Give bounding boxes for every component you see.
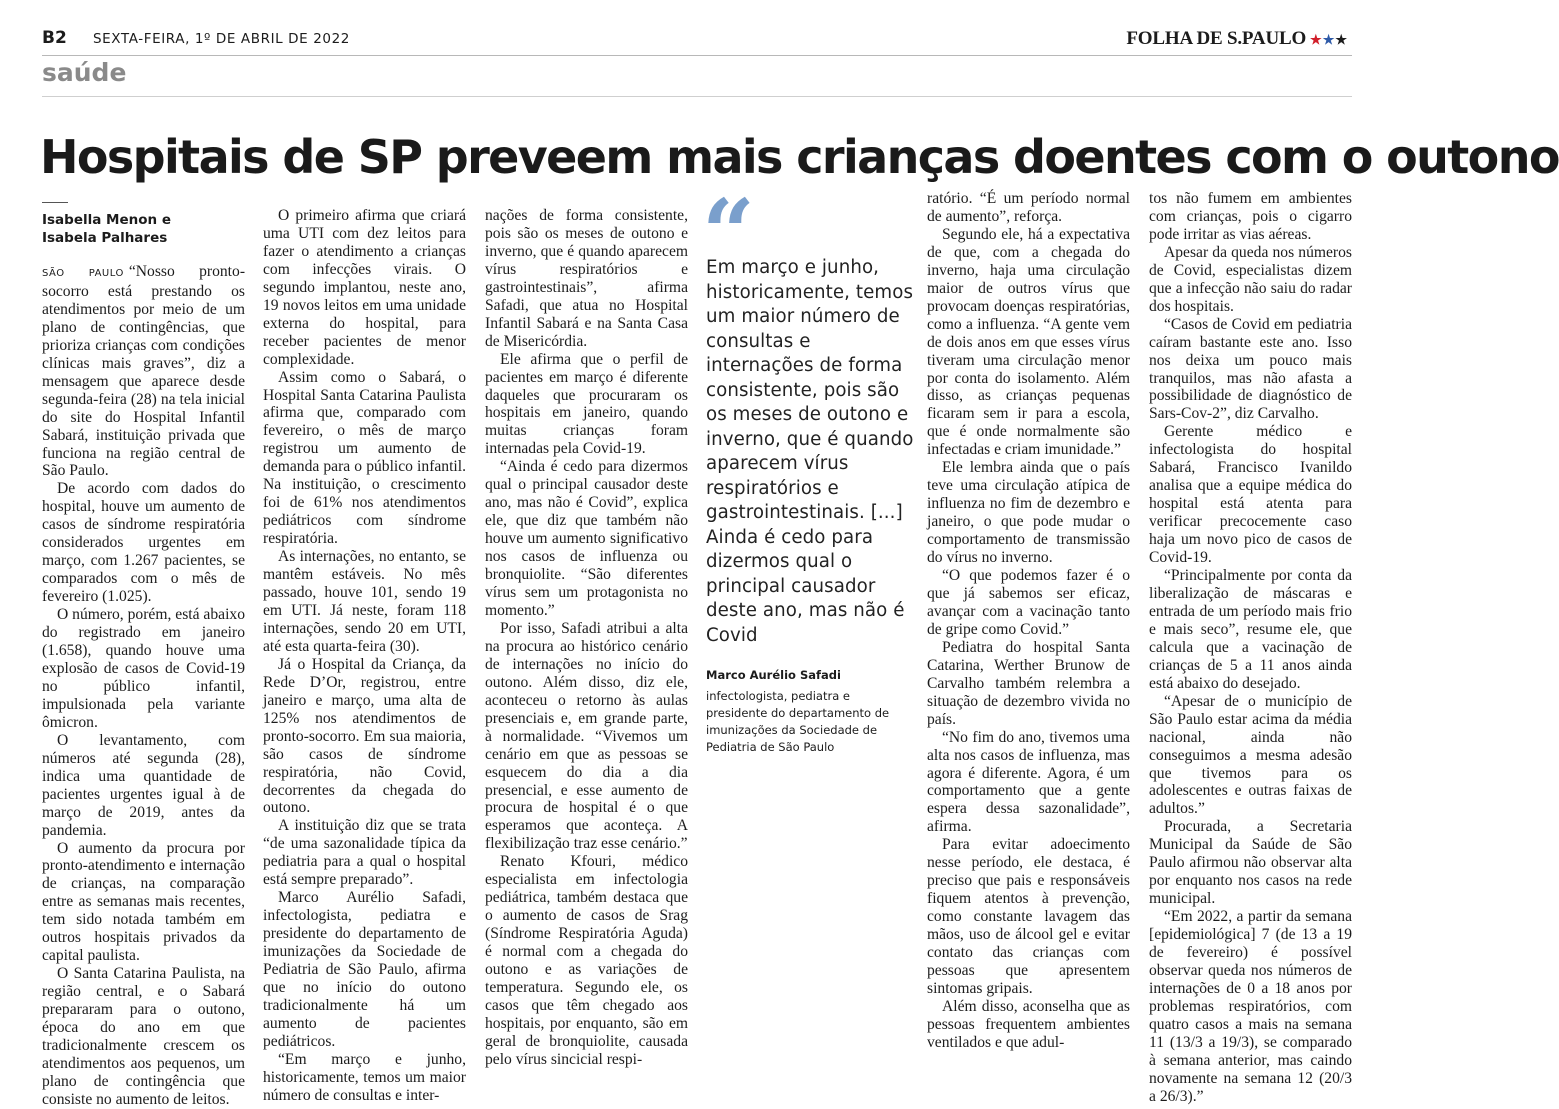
author-line: Isabella Menon e — [42, 212, 171, 228]
paragraph: O número, porém, está abaixo do registrado em janeiro (1.658), quando houve uma explosão de casos de Covid-19 no público infantil, impulsionada pela variante ômicron. — [42, 606, 245, 731]
paragraph: Segundo ele, há a expectativa de que, com a chegada do inverno, haja uma circulação maior de outros vírus que provocam doenças respiratórias, como a influenza. “A gente vem de dois anos em que esses vírus tiveram uma circulação menor por conta do isolamento. Além disso, as crianças pequenas ficaram sem ir para a escola, que é onde normalmente são infectadas e criam imunidade.” — [927, 225, 1130, 459]
article-column-1 — [42, 263, 246, 1108]
paragraph: O levantamento, com números até segunda (28), indica uma quantidade de pacientes urgentes igual à de março de 2019, antes da pandemia. — [42, 731, 245, 839]
paragraph-text: “Nosso pronto-socorro está prestando os atendimentos por meio de um plano de contingências, que prioriza crianças com condições clínicas mais graves”, diz a mensagem que aparece desde segunda-feira (28) na tela inicial do site do Hospital Infantil Sabará, instituição privada que funciona na região central de São Paulo. — [42, 263, 246, 480]
top-bar — [42, 28, 1352, 54]
paragraph: A instituição diz que se trata “de uma sazonalidade típica da pediatria para a qual o hospital está sempre preparado”. — [263, 817, 466, 889]
paragraph: Assim como o Sabará, o Hospital Santa Catarina Paulista afirma que, comparado com fevereiro, o mês de março registrou um aumento de demanda para o público infantil. Na instituição, o crescimento foi de 61% nos atendimentos pediátricos com síndrome respiratória. — [263, 368, 466, 548]
paragraph: Procurada, a Secretaria Municipal da Saúde de São Paulo afirmou não observar alta por enquanto nos casos na rede municipal. — [1149, 818, 1352, 908]
article-headline: Hospitais de SP preveem mais crianças doentes com o outono — [40, 130, 1559, 184]
section-label: saúde — [42, 58, 127, 87]
masthead-stars — [1310, 32, 1348, 47]
header-rule — [42, 55, 1352, 56]
pull-quote-role: infectologista, pediatra e presidente do departamento de imunizações da Sociedade de Pediatria de São Paulo — [706, 689, 890, 754]
paragraph: Ele lembra ainda que o país teve uma circulação atípica de influenza no fim de dezembro e janeiro, o que pode mudar o comportamento de transmissão do vírus no inverno. — [927, 459, 1130, 567]
paragraph: Para evitar adoecimento nesse período, ele destaca, é preciso que pais e responsáveis fiquem atentos à prevenção, como constante lavagem das mãos, uso de álcool gel e evitar contato das crianças com pessoas que apresentem sintomas gripais. — [927, 836, 1130, 997]
paragraph: Já o Hospital da Criança, da Rede D’Or, registrou, entre janeiro e março, uma alta de 125% nos atendimentos de pronto-socorro. Em sua maioria, são casos de síndrome respiratória, não Covid, decorrentes da chegada do outono. — [263, 655, 466, 817]
pull-quote-text: Em março e junho, historicamente, temos um maior número de consultas e internações de forma consistente, pois são os meses de outono e inverno, que é quando aparecem vírus respiratórios e gastrointestinais. [...] Ainda é cedo para dizermos qual o principal causador deste ano, mas não é Covid — [706, 257, 914, 646]
newspaper-name: FOLHA DE S.PAULO — [1126, 28, 1307, 49]
paragraph: De acordo com dados do hospital, houve um aumento de casos de síndrome respiratória considerados urgentes em março, com 1.267 pacientes, se comparados com o mês de fevereiro (1.025). — [42, 480, 245, 606]
paragraph: Gerente médico e infectologista do hospital Sabará, Francisco Ivanildo analisa que a equipe médica do hospital está atenta para verificar precocemente caso haja um novo pico de casos de Covid-19. — [1149, 423, 1352, 567]
paragraph: O aumento da procura por pronto-atendimento e internação de crianças, na comparação entre as semanas mais recentes, tem sido notada também em outros hospitais privados da capital paulista. — [42, 839, 245, 965]
byline-dash — [42, 202, 68, 203]
quote-mark-icon: “ — [702, 179, 755, 287]
paragraph: “No fim do ano, tivemos uma alta nos casos de influenza, mas agora é diferente. Agora, é um comportamento que a gente espera dessa sazonalidade”, afirma. — [927, 728, 1130, 836]
section-rule — [42, 96, 1352, 97]
pull-quote — [702, 179, 916, 756]
paragraph: Ele afirma que o perfil de pacientes em março é diferente daqueles que procuraram os hospitais em janeiro, quando muitas crianças foram internadas pela Covid-19. — [485, 350, 688, 458]
paragraph: nações de forma consistente, pois são os meses de outono e inverno, que é quando aparecem vírus respiratórios e gastrointestinais”, afirma Safadi, que atua no Hospital Infantil Sabará e na Santa Casa de Misericórdia. — [485, 207, 688, 350]
star-icon: ★ — [1322, 32, 1336, 47]
article-column-3 — [485, 207, 688, 1068]
pull-quote-author: Marco Aurélio Safadi — [706, 668, 841, 682]
article-column-5 — [1149, 190, 1352, 1105]
paragraph: Apesar da queda nos números de Covid, especialistas dizem que a infecção não saiu do radar dos hospitais. — [1149, 243, 1352, 315]
paragraph: ratório. “É um período normal de aumento”, reforça. — [927, 190, 1130, 225]
edition-date: SEXTA-FEIRA, 1º DE ABRIL DE 2022 — [93, 31, 350, 47]
page-number: B2 — [42, 28, 67, 48]
author-line: Isabela Palhares — [42, 230, 168, 246]
paragraph: Renato Kfouri, médico especialista em infectologia pediátrica, também destaca que o aumento de casos de Srag (Síndrome Respiratória Aguda) é normal com a chegada do outono e as variações de temperatura. Segundo ele, os casos que têm chegado aos hospitais, por enquanto, são em geral de bronquiolite, causada pelo vírus sincicial respi- — [485, 853, 688, 1068]
paragraph — [42, 263, 245, 480]
paragraph: “Apesar de o município de São Paulo estar acima da média nacional, ainda não conseguimos a mesma adesão que tivemos para os adolescentes e outras faixas de adultos.” — [1149, 692, 1352, 818]
paragraph: Por isso, Safadi atribui a alta na procura ao histórico cenário de internações no início do outono. Além disso, diz ele, aconteceu o retorno às aulas presenciais e, em grande parte, à normalidade. “Vivemos um cenário em que as pessoas se esquecem do dia a dia presencial, e esse aumento de procura de hospital é o que esperamos que aconteça. A flexibilização traz esse cenário.” — [485, 619, 688, 853]
star-icon: ★ — [1310, 32, 1323, 47]
paragraph: “Principalmente por conta da liberalização de máscaras e entrada de um período mais frio e mais seco”, resume ele, que calcula que a vacinação de crianças de 5 a 11 anos ainda está abaixo do desejado. — [1149, 567, 1352, 692]
paragraph: “Em março e junho, historicamente, temos um maior número de consultas e inter- — [263, 1050, 466, 1104]
paragraph: Marco Aurélio Safadi, infectologista, pediatra e presidente do departamento de imunizações da Sociedade de Pediatria de São Paulo, afirma que no início do outono tradicionalmente há um aumento de pacientes pediátricos. — [263, 889, 466, 1050]
newspaper-masthead — [1126, 28, 1348, 50]
star-icon: ★ — [1335, 32, 1348, 47]
paragraph: “O que podemos fazer é o que já sabemos ser eficaz, avançar com a vacinação tanto de gripe como Covid.” — [927, 567, 1130, 638]
paragraph: “Ainda é cedo para dizermos qual o principal causador deste ano, mas não é Covid”, explica ele, que diz que também não houve um aumento significativo nos casos de influenza ou bronquiolite. “São diferentes vírus sem um protagonista no momento.” — [485, 458, 688, 619]
byline — [42, 211, 252, 247]
paragraph: O primeiro afirma que criará uma UTI com dez leitos para fazer o atendimento a crianças com infecções virais. O segundo implantou, neste ano, 19 novos leitos em uma unidade externa do hospital, para receber pacientes de menor complexidade. — [263, 207, 466, 368]
paragraph: Além disso, aconselha que as pessoas frequentem ambientes ventilados e que adul- — [927, 997, 1130, 1051]
dateline: SÃO PAULO — [42, 268, 124, 279]
article-column-4 — [927, 190, 1130, 1060]
paragraph: tos não fumem em ambientes com crianças, pois o cigarro pode irritar as vias aéreas. — [1149, 190, 1352, 243]
article-column-2 — [263, 207, 466, 1104]
paragraph: Pediatra do hospital Santa Catarina, Werther Brunow de Carvalho também relembra a situação de dezembro vivida no país. — [927, 638, 1130, 728]
paragraph: “Casos de Covid em pediatria caíram bastante este ano. Isso nos deixa um pouco mais tranquilos, mas não afasta a possibilidade de diagnóstico de Sars-Cov-2”, diz Carvalho. — [1149, 315, 1352, 423]
paragraph: As internações, no entanto, se mantêm estáveis. No mês passado, houve 101, sendo 19 em UTI. Já neste, foram 118 internações, sendo 20 em UTI, até esta quarta-feira (30). — [263, 548, 466, 655]
paragraph: “Em 2022, a partir da semana [epidemiológica] 7 (de 13 a 19 de fevereiro) é possível observar queda nos números de internações de 0 a 18 anos por problemas respiratórios, com quatro casos a mais na semana 11 (13/3 a 19/3), se comparado à semana anterior, mas caindo novamente na semana 12 (20/3 a 26/3).” — [1149, 908, 1352, 1105]
paragraph: O Santa Catarina Paulista, na região central, e o Sabará prepararam para o outono, época do ano em que tradicionalmente crescem os atendimentos aos pequenos, um plano de contingência que consiste no aumento de leitos. — [42, 965, 245, 1108]
